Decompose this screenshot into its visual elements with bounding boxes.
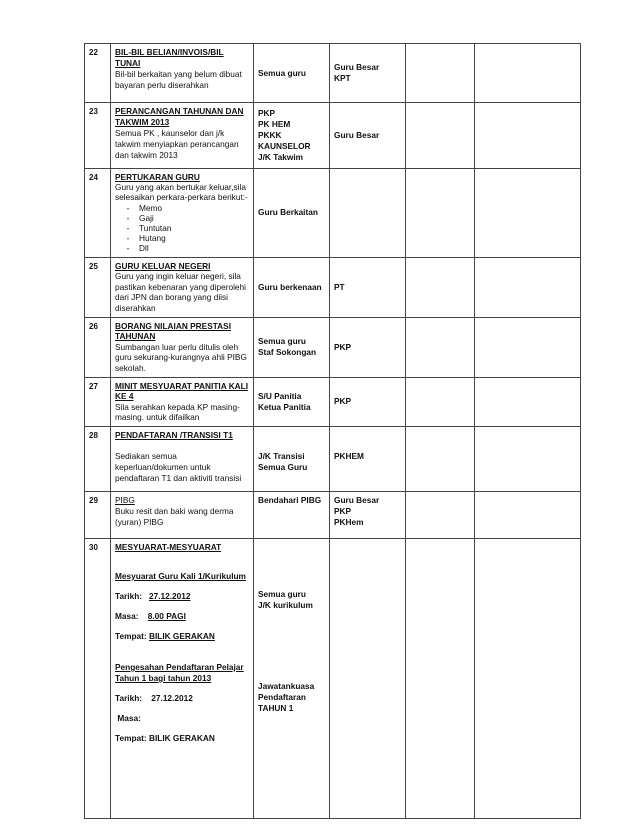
meeting-title: Pengesahan Pendaftaran Pelajar Tahun 1 bagi tahun 2013	[115, 661, 244, 683]
empty-cell	[406, 538, 475, 818]
table-row	[85, 426, 581, 491]
item-desc: Guru yang akan bertukar keluar,sila selesaikan perkara-perkara berikut:-	[115, 182, 248, 203]
responsible-cell: Guru Berkaitan	[254, 169, 330, 258]
responsible-cell: Semua guru	[254, 44, 330, 103]
responsible-cell: PKP PK HEM PKKK KAUNSELOR J/K Takwim	[254, 103, 330, 169]
row-number: 29	[85, 491, 111, 538]
item-cell	[111, 169, 254, 258]
meeting-place: Tempat: BILIK GERAKAN	[115, 732, 215, 743]
list-item: - Hutang	[126, 233, 166, 244]
task-table	[84, 43, 581, 819]
empty-cell	[406, 257, 475, 317]
row-number: 28	[85, 426, 111, 491]
meeting-date: Tarikh: 27.12.2012	[115, 692, 193, 703]
table-row	[85, 538, 581, 818]
item-cell	[111, 257, 254, 317]
meeting-title: Mesyuarat Guru Kali 1/Kurikulum	[115, 570, 246, 581]
row-number: 22	[85, 44, 111, 103]
table-row	[85, 491, 581, 538]
responsible-cell	[254, 538, 330, 818]
table-row	[85, 377, 581, 426]
item-list	[115, 203, 249, 254]
meeting-2	[115, 662, 249, 744]
item-title: PENDAFTARAN /TRANSISI T1	[115, 429, 233, 440]
item-title: GURU KELUAR NEGERI	[115, 260, 211, 271]
item-cell	[111, 491, 254, 538]
responsible-cell: S/U Panitia Ketua Panitia	[254, 377, 330, 426]
empty-cell	[475, 426, 581, 491]
empty-cell	[475, 538, 581, 818]
item-cell	[111, 103, 254, 169]
item-title: MINIT MESYUARAT PANITIA KALI KE 4	[115, 380, 249, 402]
row-number: 24	[85, 169, 111, 258]
responsible-cell: Semua guru Staf Sokongan	[254, 317, 330, 377]
report-cell: PT	[330, 257, 406, 317]
list-item: - Dll	[126, 243, 149, 254]
empty-cell	[406, 317, 475, 377]
item-title: BORANG NILAIAN PRESTASI TAHUNAN	[115, 320, 232, 342]
empty-cell	[475, 491, 581, 538]
report-cell: Guru Besar	[330, 103, 406, 169]
report-cell: Guru Besar PKP PKHem	[330, 491, 406, 538]
item-title: MESYUARAT-MESYUARAT	[115, 541, 222, 552]
empty-cell	[406, 103, 475, 169]
responsible-cell: Bendahari PIBG	[254, 491, 330, 538]
item-cell	[111, 377, 254, 426]
empty-cell	[475, 169, 581, 258]
item-cell	[111, 317, 254, 377]
meeting-time: Masa:	[117, 712, 141, 723]
item-desc: Semua PK , kaunselor dan j/k takwim menyiapkan perancangan dan takwim 2013	[115, 128, 239, 160]
report-cell: Guru Besar KPT	[330, 44, 406, 103]
responsible-cell: Guru berkenaan	[254, 257, 330, 317]
row-number: 26	[85, 317, 111, 377]
row-number: 25	[85, 257, 111, 317]
item-cell	[111, 44, 254, 103]
row-number: 27	[85, 377, 111, 426]
item-title: BIL-BIL BELIAN/INVOIS/BIL TUNAI	[115, 47, 224, 68]
list-item: - Tuntutan	[126, 223, 172, 234]
empty-cell	[406, 426, 475, 491]
meeting-time: Masa: 8.00 PAGI	[115, 610, 186, 621]
meeting-place: Tempat: BILIK GERAKAN	[115, 630, 215, 641]
empty-cell	[475, 257, 581, 317]
item-title: PERANCANGAN TAHUNAN DAN TAKWIM 2013	[115, 106, 244, 127]
list-item: - Gaji	[126, 212, 154, 223]
table-row	[85, 257, 581, 317]
item-desc: Sediakan semua keperluan/dokumen untuk pendaftaran T1 dan aktiviti transisi	[115, 450, 242, 483]
list-item: - Memo	[126, 202, 163, 213]
meeting-1-who: Semua guru J/K kurikulum	[258, 588, 313, 610]
empty-cell	[406, 377, 475, 426]
empty-cell	[475, 44, 581, 103]
report-cell: PKP	[330, 317, 406, 377]
table-row	[85, 44, 581, 103]
item-cell	[111, 426, 254, 491]
empty-cell	[475, 377, 581, 426]
meeting-1	[115, 571, 249, 642]
row-number: 30	[85, 538, 111, 818]
row-number: 23	[85, 103, 111, 169]
item-desc: Sumbangan luar perlu ditulis oleh guru sekurang-kurangnya ahli PIBG sekolah.	[115, 341, 247, 373]
meeting-2-who: Jawatankuasa Pendaftaran TAHUN 1	[258, 680, 315, 713]
empty-cell	[330, 538, 406, 818]
item-desc: Sila serahkan kepada KP masing-masing. untuk difailkan	[115, 401, 240, 423]
empty-cell	[406, 491, 475, 538]
report-cell: PKP	[330, 377, 406, 426]
report-cell: PKHEM	[330, 426, 406, 491]
table-row	[85, 103, 581, 169]
item-desc: Buku resit dan baki wang derma (yuran) PIBG	[115, 505, 234, 527]
table-row	[85, 169, 581, 258]
item-title: PERTUKARAN GURU	[115, 172, 200, 182]
empty-cell	[475, 103, 581, 169]
table-row	[85, 317, 581, 377]
empty-cell	[406, 44, 475, 103]
item-title: PIBG	[115, 494, 135, 505]
item-cell	[111, 538, 254, 818]
meeting-date: Tarikh: 27.12.2012	[115, 590, 191, 601]
responsible-cell: J/K Transisi Semua Guru	[254, 426, 330, 491]
report-cell	[330, 169, 406, 258]
empty-cell	[406, 169, 475, 258]
item-desc: Bil-bil berkaitan yang belum dibuat bayaran perlu diserahkan	[115, 69, 242, 90]
item-desc: Guru yang ingin keluar negeri, sila pastikan kebenaran yang diperolehi dari JPN dan borang yang diisi diserahkan	[115, 271, 247, 313]
empty-cell	[475, 317, 581, 377]
